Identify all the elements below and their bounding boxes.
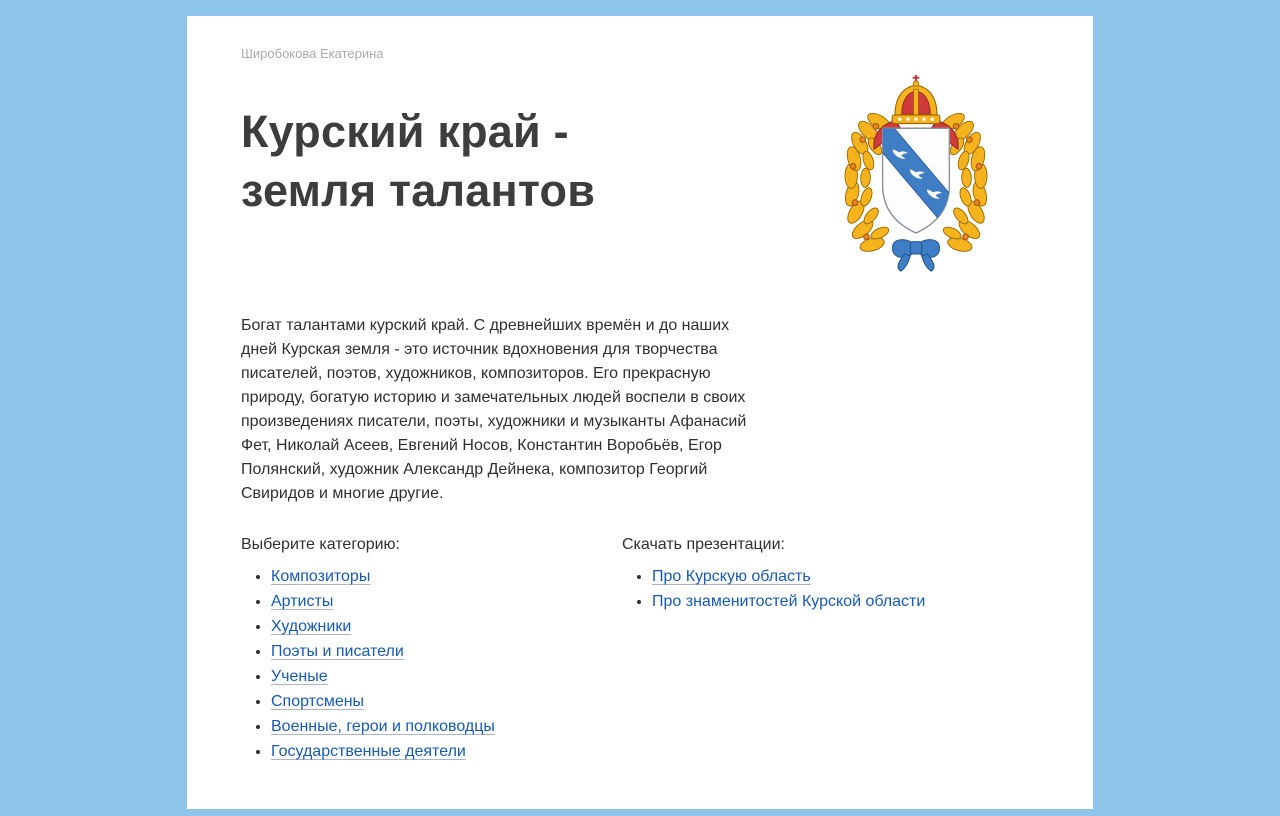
- categories-list: [241, 569, 622, 760]
- category-link-military[interactable]: Военные, герои и полководцы: [271, 718, 495, 735]
- list-item: [271, 594, 622, 610]
- category-link-composers[interactable]: Композиторы: [271, 568, 371, 585]
- category-link-painters[interactable]: Художники: [271, 618, 352, 635]
- list-item: [652, 569, 1039, 585]
- categories-column: [241, 536, 622, 769]
- category-link-poets-writers[interactable]: Поэты и писатели: [271, 643, 404, 660]
- content-card: [187, 16, 1093, 809]
- kursk-coat-of-arms-image: [811, 73, 1021, 280]
- list-item: [271, 719, 622, 735]
- category-link-athletes[interactable]: Спортсмены: [271, 693, 365, 710]
- category-link-statesmen[interactable]: Государственные деятели: [271, 743, 466, 760]
- presentations-heading: Скачать презентации:: [622, 536, 785, 553]
- presentation-link-kursk-celebrities[interactable]: Про знаменитостей Курской области: [652, 593, 926, 610]
- categories-heading: Выберите категорию:: [241, 536, 400, 553]
- category-link-scientists[interactable]: Ученые: [271, 668, 328, 685]
- category-link-artists[interactable]: Артисты: [271, 593, 334, 610]
- intro-paragraph: Богат талантами курский край. С древнейших времён и до наших дней Курская земля - это источник вдохновения для творчества писателей, поэтов, художников, композиторов. Его прекрасную природу, богатую историю и замечательных людей воспели в своих произведениях писатели, поэты, художники и музыканты Афанасий Фет, Николай Асеев, Евгений Носов, Константин Воробьёв, Егор Полянский, художник Александр Дейнека, композитор Георгий Свиридов и многие другие.: [241, 317, 747, 502]
- page-title-line-1: Курский край -: [241, 106, 569, 157]
- page-title-line-2: земля талантов: [241, 164, 596, 216]
- list-item: [271, 644, 622, 660]
- list-item: [271, 569, 622, 585]
- list-item: [271, 744, 622, 760]
- kursk-coat-of-arms-svg: [811, 73, 1021, 275]
- list-item: [271, 694, 622, 710]
- presentations-column: [622, 536, 1039, 769]
- author-name: Широбокова Екатерина: [241, 46, 384, 61]
- list-item: [271, 669, 622, 685]
- list-item: [652, 594, 1039, 610]
- header-row: [241, 61, 1039, 280]
- page-title: [241, 103, 595, 220]
- presentations-list: [622, 569, 1039, 610]
- presentation-link-kursk-region[interactable]: Про Курскую область: [652, 568, 811, 585]
- link-columns: [241, 536, 1039, 769]
- list-item: [271, 619, 622, 635]
